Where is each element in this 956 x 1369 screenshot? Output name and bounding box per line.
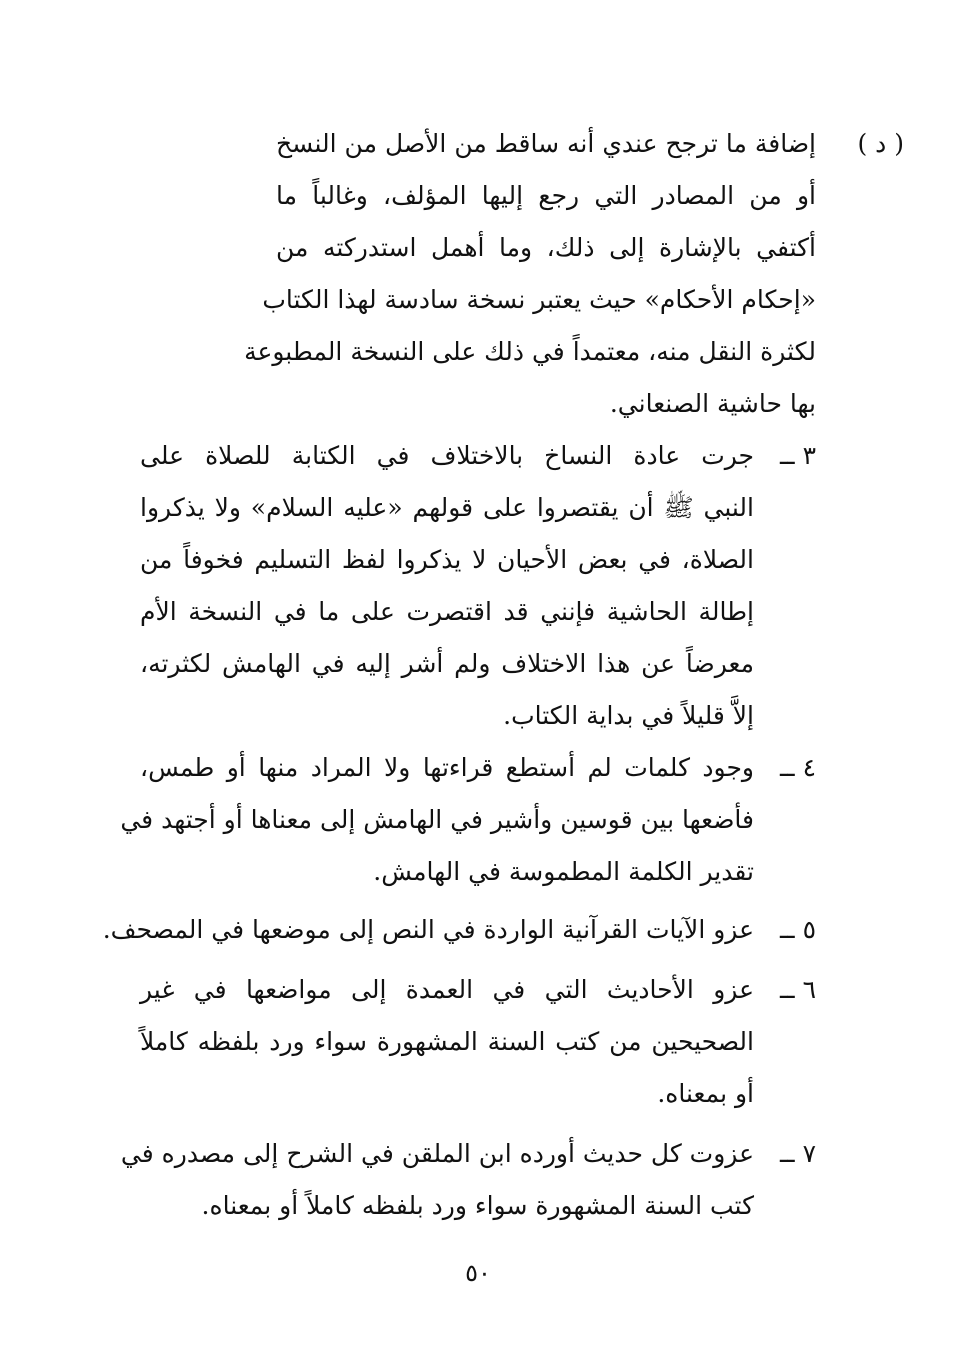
paragraph-d-line: بها حاشية الصنعاني. xyxy=(609,389,816,418)
item-line: معرضاً عن هذا الاختلاف ولم أشر إليه في الهامش لكثرته، xyxy=(140,649,754,678)
page-number: ٥٠ xyxy=(465,1259,491,1287)
item-line: الصحيحين من كتب السنة المشهورة سواء ورد بلفظه كاملاً xyxy=(140,1027,754,1056)
item-line: أو بمعناه. xyxy=(657,1079,754,1108)
paragraph-d-line: لكثرة النقل منه، معتمداً في ذلك على النسخة المطبوعة xyxy=(244,337,816,366)
paragraph-d-line: أكتفي بالإشارة إلى ذلك، وما أهمل استدركته من xyxy=(276,233,816,262)
item-line: كتب السنة المشهورة سواء ورد بلفظه كاملاً أو بمعناه. xyxy=(201,1191,754,1220)
paragraph-d xyxy=(244,118,904,430)
item-3 xyxy=(140,430,816,742)
paragraph-d-line: إضافة ما ترجح عندي أنه ساقط من الأصل من النسخ xyxy=(276,129,816,158)
item-number: ٣ ــ xyxy=(779,441,816,470)
paragraph-d-marker: ( د ) xyxy=(857,129,904,158)
item-6 xyxy=(140,964,816,1120)
paragraph-d-line: «إحكام الأحكام» حيث يعتبر نسخة سادسة لهذا الكتاب xyxy=(262,285,816,314)
item-line: عزو الأحاديث التي في العمدة إلى مواضعها في غير xyxy=(140,975,754,1004)
item-line: الصلاة، في بعض الأحيان لا يذكروا لفظ التسليم فخوفاً من xyxy=(140,545,754,574)
item-line: إلاَّ قليلاً في بداية الكتاب. xyxy=(503,701,754,730)
item-line: النبي ﷺ أن يقتصروا على قولهم «عليه السلام» ولا يذكروا xyxy=(140,493,754,522)
item-7 xyxy=(120,1128,816,1232)
item-line: إطالة الحاشية فإنني قد اقتصرت على ما في النسخة الأم xyxy=(140,597,754,626)
item-5 xyxy=(102,904,816,956)
item-line: وجود كلمات لم أستطع قراءتها ولا المراد منها أو طمس، xyxy=(140,753,754,782)
item-line: فأضعها بين قوسين وأشير في الهامش إلى معناها أو أجتهد في xyxy=(120,805,754,834)
paragraph-d-line: أو من المصادر التي رجع إليها المؤلف، وغالباً ما xyxy=(276,181,816,210)
item-line: جرت عادة النساخ بالاختلاف في الكتابة للصلاة على xyxy=(140,441,754,470)
item-line: عزوت كل حديث أورده ابن الملقن في الشرح إلى مصدره في xyxy=(120,1139,754,1168)
item-number: ٦ ــ xyxy=(779,975,816,1004)
item-4 xyxy=(120,742,816,898)
item-number: ٧ ــ xyxy=(779,1139,816,1168)
item-line: تقدير الكلمة المطموسة في الهامش. xyxy=(373,857,754,886)
item-number: ٥ ــ xyxy=(779,915,816,944)
item-line: عزو الآيات القرآنية الواردة في النص إلى موضعها في المصحف. xyxy=(102,915,754,944)
item-number: ٤ ــ xyxy=(779,753,816,782)
